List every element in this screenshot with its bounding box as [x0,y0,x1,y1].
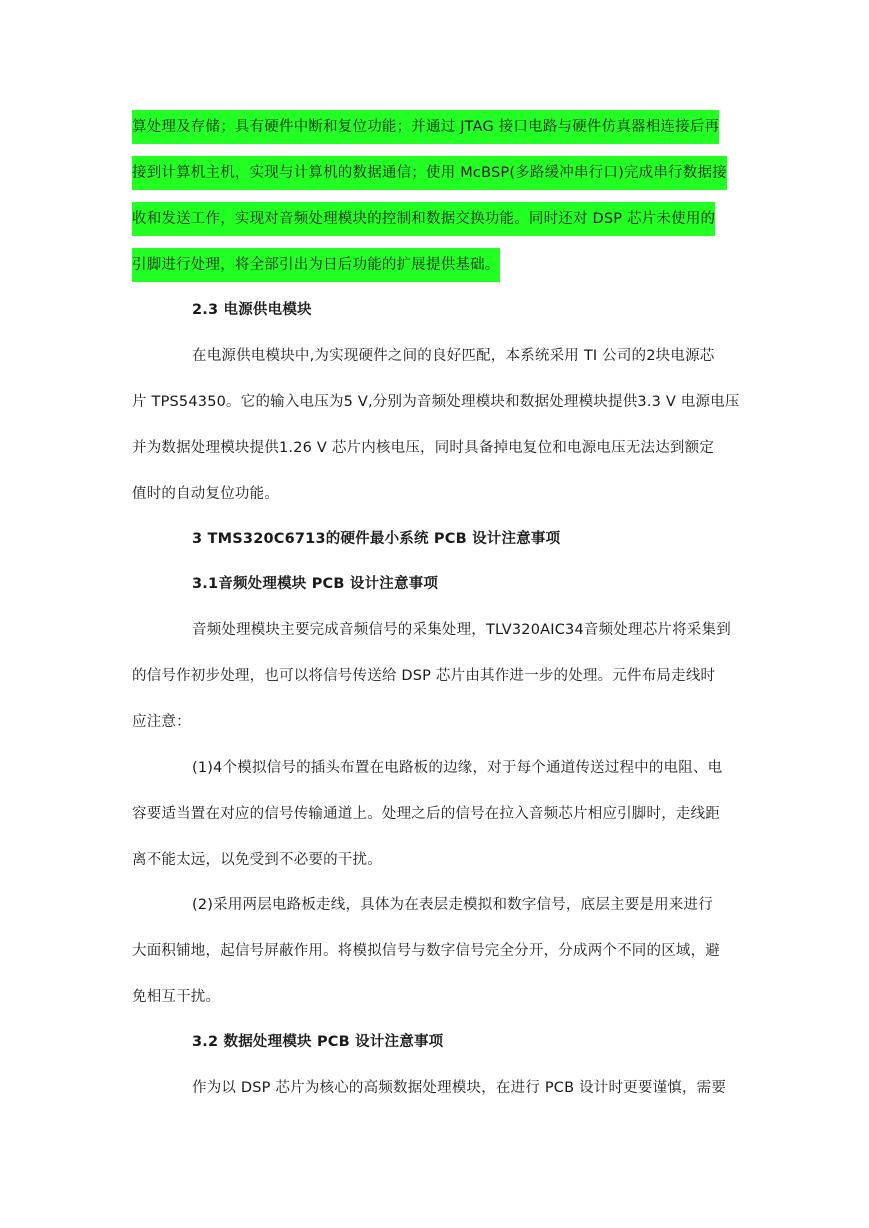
highlighted-line: 算处理及存储；具有硬件中断和复位功能；并通过 JTAG 接口电路与硬件仿真器相连接后再 [132,110,719,144]
paragraph-line: 在电源供电模块中,为实现硬件之间的良好匹配，本系统采用 TI 公司的2块电源芯 [192,348,715,364]
section-heading-3-2: 3.2 数据处理模块 PCB 设计注意事项 [192,1034,444,1050]
list-item-line: 离不能太远，以免受到不必要的干扰。 [132,852,382,868]
highlighted-line: 接到计算机主机，实现与计算机的数据通信；使用 McBSP(多路缓冲串行口)完成串行数据接 [132,156,727,190]
list-item-line: 大面积铺地，起信号屏蔽作用。将模拟信号与数字信号完全分开，分成两个不同的区域，避 [132,943,720,959]
highlighted-line: 引脚进行处理，将全部引出为日后功能的扩展提供基础。 [132,248,500,282]
paragraph-line: 值时的自动复位功能。 [132,486,279,502]
list-item-line: (2)采用两层电路板走线，具体为在表层走模拟和数字信号，底层主要是用来进行 [192,897,713,913]
paragraph-line: 作为以 DSP 芯片为核心的高频数据处理模块，在进行 PCB 设计时更要谨慎，需要 [192,1080,727,1096]
highlighted-line: 收和发送工作，实现对音频处理模块的控制和数据交换功能。同时还对 DSP 芯片未使用的 [132,202,715,236]
section-heading-2-3: 2.3 电源供电模块 [192,302,312,318]
paragraph-line: 音频处理模块主要完成音频信号的采集处理，TLV320AIC34音频处理芯片将采集到 [192,622,731,638]
paragraph-line: 的信号作初步处理，也可以将信号传送给 DSP 芯片由其作进一步的处理。元件布局走线时 [132,668,716,684]
paragraph-line: 片 TPS54350。它的输入电压为5 V,分别为音频处理模块和数据处理模块提供3.3 V 电源电压 [132,394,740,410]
paragraph-line: 并为数据处理模块提供1.26 V 芯片内核电压，同时具备掉电复位和电源电压无法达到额定 [132,440,715,456]
section-heading-3: 3 TMS320C6713的硬件最小系统 PCB 设计注意事项 [192,531,561,547]
list-item-line: (1)4个模拟信号的插头布置在电路板的边缘，对于每个通道传送过程中的电阻、电 [192,760,723,776]
section-heading-3-1: 3.1音频处理模块 PCB 设计注意事项 [192,576,439,592]
list-item-line: 容要适当置在对应的信号传输通道上。处理之后的信号在拉入音频芯片相应引脚时，走线距 [132,806,720,822]
list-item-line: 免相互干扰。 [132,989,221,1005]
paragraph-line: 应注意： [132,714,191,730]
